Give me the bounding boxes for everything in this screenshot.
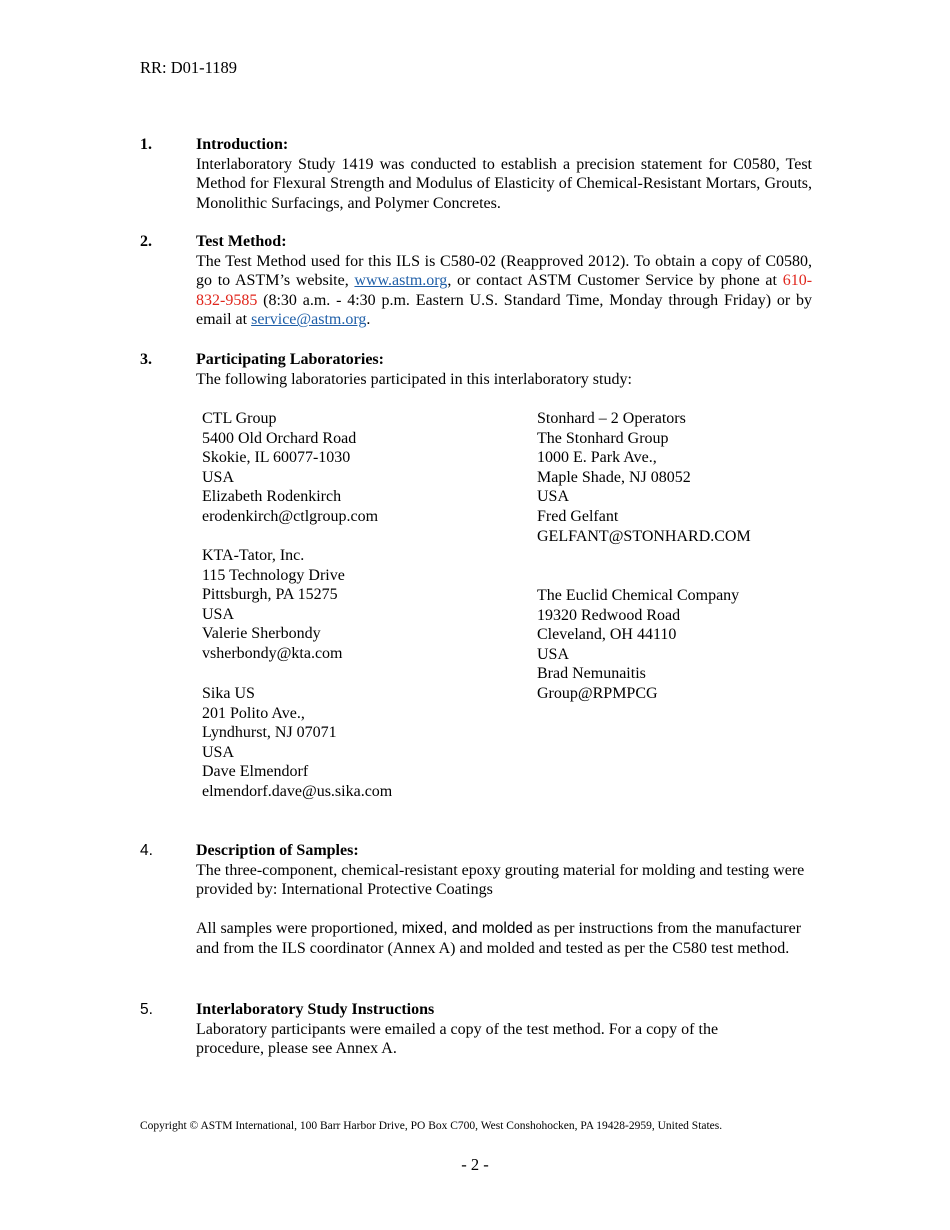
lab-email: GELFANT@STONHARD.COM	[537, 527, 751, 545]
lab-email: elmendorf.dave@us.sika.com	[202, 782, 393, 800]
lab-name: The Euclid Chemical Company	[537, 587, 740, 604]
section-heading: Participating Laboratories:	[196, 351, 384, 368]
lab-city: Cleveland, OH 44110	[537, 626, 677, 644]
lab-euclid-chemical	[537, 586, 739, 704]
section-description-of-samples	[140, 841, 812, 959]
lab-name: Stonhard – 2 Operators	[537, 410, 686, 427]
section-text: The following laboratories participated in this interlaboratory study:	[196, 370, 632, 388]
lab-stonhard	[537, 409, 751, 546]
text-part: (8:30 a.m. - 4:30 p.m. Eastern U.S. Standard Time, Monday through Friday) or by email at	[196, 291, 812, 329]
section-number: 2.	[140, 233, 152, 250]
lab-country: USA	[537, 645, 570, 663]
document-id: RR: D01-1189	[140, 58, 238, 77]
lab-address: 19320 Redwood Road	[537, 606, 681, 624]
lab-country: USA	[202, 468, 235, 486]
section-participating-laboratories	[140, 350, 812, 389]
astm-website-link[interactable]: www.astm.org	[354, 272, 448, 290]
section-text: The three-component, chemical-resistant epoxy grouting material for molding and testing were provided by: International Protective Coatings	[196, 861, 805, 899]
text-part: The Test Method used for this ILS is C580-02 (Reapproved 2012). To obtain a copy of C0580, go to ASTM’s website,	[196, 252, 812, 290]
lab-sika-us	[202, 684, 392, 802]
lab-country: USA	[202, 743, 235, 761]
lab-name: Sika US	[202, 685, 255, 702]
lab-city: Skokie, IL 60077-1030	[202, 449, 351, 467]
text-part: , or contact ASTM Customer Service by phone at	[447, 272, 783, 290]
copyright-footer: Copyright © ASTM International, 100 Barr Harbor Drive, PO Box C700, West Conshohocken, PA 19428-2959, United States.	[140, 1120, 723, 1132]
lab-contact: Fred Gelfant	[537, 507, 619, 525]
section-text	[196, 252, 812, 330]
lab-contact: Valerie Sherbondy	[202, 625, 321, 643]
text-part: All samples were proportioned,	[196, 920, 402, 938]
lab-email: erodenkirch@ctlgroup.com	[202, 507, 379, 525]
lab-address: 1000 E. Park Ave.,	[537, 449, 657, 467]
section-heading: Interlaboratory Study Instructions	[196, 1001, 435, 1018]
lab-contact: Brad Nemunaitis	[537, 665, 646, 683]
section-test-method	[140, 232, 812, 330]
section-number: 1.	[140, 136, 152, 153]
section-number: 5.	[140, 1001, 153, 1018]
lab-name: KTA-Tator, Inc.	[202, 547, 305, 564]
lab-name: CTL Group	[202, 410, 277, 427]
section-study-instructions	[140, 1000, 812, 1059]
lab-address: 5400 Old Orchard Road	[202, 429, 357, 447]
lab-city: Pittsburgh, PA 15275	[202, 586, 338, 604]
service-email-link[interactable]: service@astm.org	[251, 311, 367, 329]
section-text: Laboratory participants were emailed a copy of the test method. For a copy of the procedure, please see Annex A.	[196, 1020, 719, 1058]
section-introduction	[140, 135, 812, 213]
lab-city: Lyndhurst, NJ 07071	[202, 724, 337, 742]
section-number: 4.	[140, 842, 153, 859]
page-number: - 2 -	[461, 1155, 489, 1174]
section-text	[196, 919, 812, 958]
text-part: .	[366, 311, 371, 329]
lab-country: USA	[537, 488, 570, 506]
lab-contact: Elizabeth Rodenkirch	[202, 488, 342, 506]
lab-address: 201 Polito Ave.,	[202, 704, 305, 722]
text-part: mixed, and molded	[401, 920, 533, 938]
section-heading: Description of Samples:	[196, 842, 359, 859]
lab-email: Group@RPMPCG	[537, 684, 658, 702]
section-text: Interlaboratory Study 1419 was conducted to establish a precision statement for C0580, Test Method for Flexural Strength and Modulus of Elasticity of Chemical-Resistant Mortars, Grouts, Monolithic Surfacings, and Polymer Concretes.	[196, 155, 812, 212]
lab-kta-tator	[202, 546, 345, 664]
section-heading: Test Method:	[196, 233, 287, 250]
lab-country: USA	[202, 605, 235, 623]
lab-ctl-group	[202, 409, 378, 527]
lab-address: 115 Technology Drive	[202, 566, 345, 584]
lab-city: Maple Shade, NJ 08052	[537, 468, 691, 486]
section-heading: Introduction:	[196, 136, 289, 153]
text-part: as per instructions from the manufacturer and from the ILS coordinator (Annex A) and molded and tested as per the C580 test method.	[196, 920, 802, 957]
lab-contact: Dave Elmendorf	[202, 763, 309, 781]
lab-email: vsherbondy@kta.com	[202, 644, 343, 662]
lab-organization: The Stonhard Group	[537, 429, 669, 447]
section-number: 3.	[140, 351, 152, 368]
phone-number: 610-832-9585	[196, 272, 813, 309]
